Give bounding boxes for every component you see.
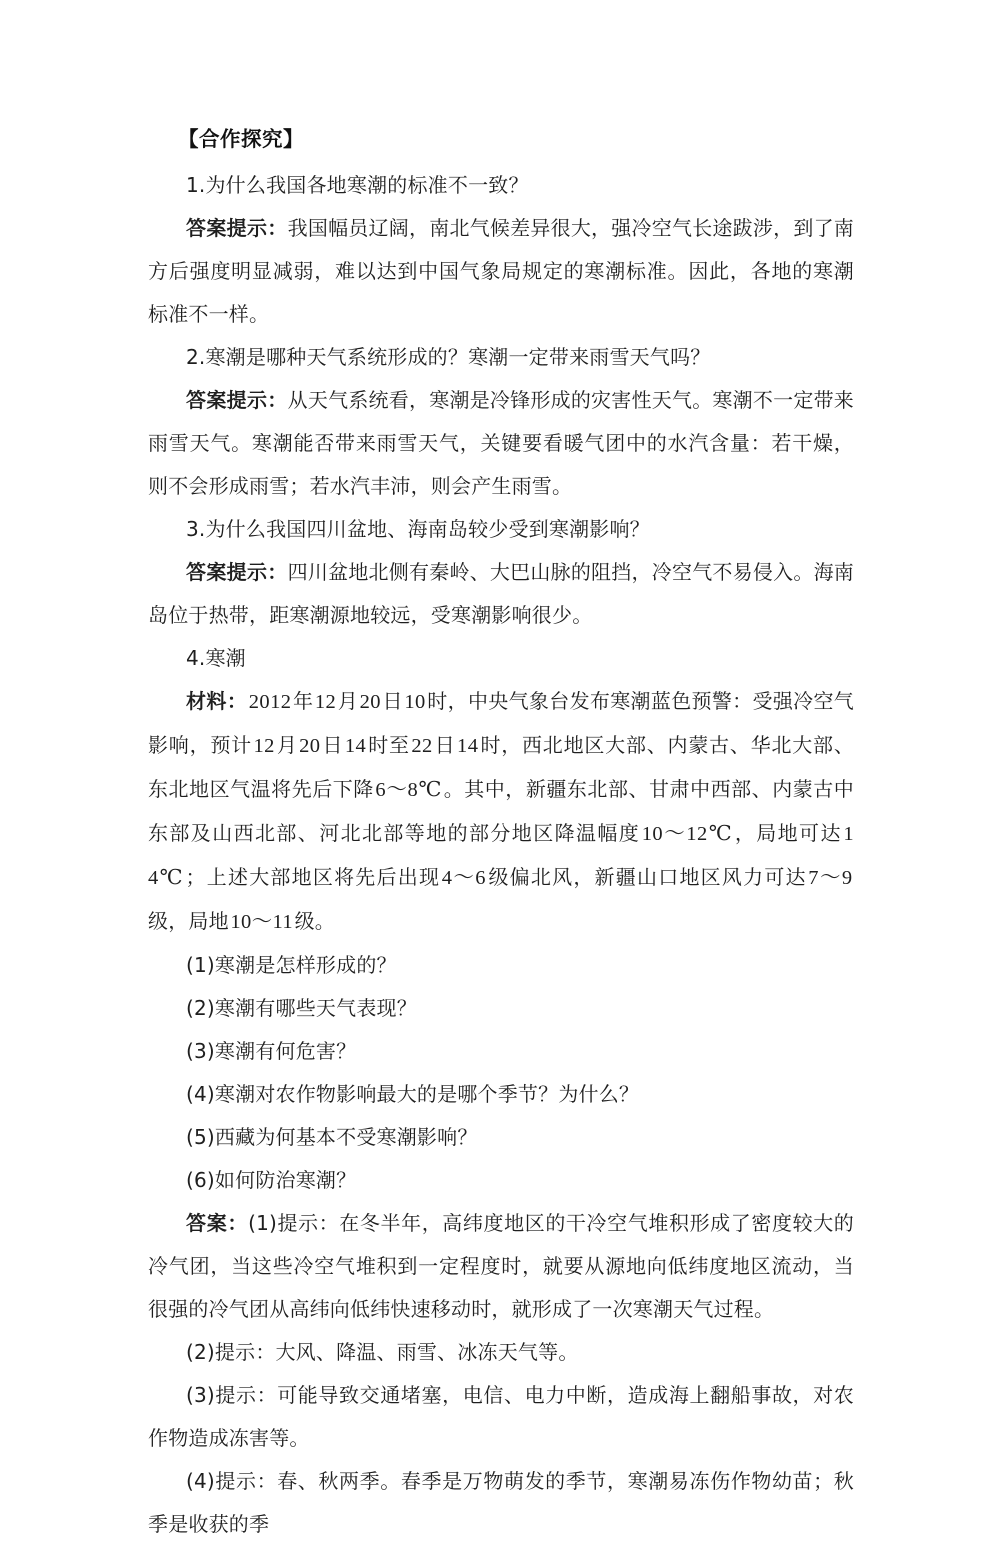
material-number-28: 10～11 [230, 911, 294, 933]
answer-4 [148, 1460, 854, 1546]
material-number-2: 12 [314, 691, 337, 713]
answer-hint-3 [148, 551, 854, 637]
question-1: 1.为什么我国各地寒潮的标准不一致？ [186, 173, 529, 197]
material-body [148, 689, 854, 933]
answer-2-text: (2)提示：大风、降温、雨雪、冰冻天气等。 [186, 1340, 579, 1364]
sub-question-4: (4)寒潮对农作物影响最大的是哪个季节？为什么？ [186, 1082, 640, 1106]
material-paragraph [148, 680, 854, 944]
question-3: 3.为什么我国四川盆地、海南岛较少受到寒潮影响？ [186, 517, 650, 541]
material-text-23: ；上述大部地区将先后出现 [185, 865, 441, 889]
material-text-3: 月 [337, 689, 359, 713]
sub-question-3: (3)寒潮有何危害？ [186, 1039, 357, 1063]
sub-question-6: (6)如何防治寒潮？ [186, 1168, 357, 1192]
answer-1-lead: 答案： [186, 1211, 249, 1235]
section-heading: 【合作探究】 [178, 127, 304, 151]
material-number-14: 22 [411, 735, 433, 757]
material-text-29: 级。 [294, 909, 335, 933]
material-number-16: 14 [457, 735, 479, 757]
sub-question-list [148, 944, 854, 1202]
answer-hint-2-text: 从天气系统看，寒潮是冷锋形成的灾害性天气。寒潮不一定带来雨雪天气。寒潮能否带来雨雪天气，关键要看暖气团中的水汽含量：若干燥，则不会形成雨雪；若水汽丰沛，则会产生雨雪。 [148, 388, 854, 498]
answer-hint-1 [148, 207, 854, 336]
answer-3 [148, 1374, 854, 1460]
material-text-7: 时，中央气象台发布寒潮蓝色预警：受强冷空气影响，预计 [148, 689, 855, 757]
page-content [148, 118, 854, 1546]
material-lead: 材料： [186, 689, 248, 713]
sub-question-5: (5)西藏为何基本不受寒潮影响？ [186, 1125, 478, 1149]
material-text-27: 级，局地 [148, 909, 229, 933]
material-text-9: 月 [276, 733, 298, 757]
material-number-4: 20 [359, 691, 381, 713]
material-text-17: 时，西北地区大部、内蒙古、华北大部、东北地区气温将先后下降 [148, 733, 855, 801]
answer-2 [148, 1331, 854, 1374]
question-4: 4.寒潮 [186, 646, 246, 670]
question-2: 2.寒潮是哪种天气系统形成的？寒潮一定带来雨雪天气吗？ [186, 345, 711, 369]
answer-1-text: (1)提示：在冬半年，高纬度地区的干冷空气堆积形成了密度较大的冷气团，当这些冷空气堆积到一定程度时，就要从源地向低纬度地区流动，当很强的冷气团从高纬向低纬快速移动时，就形成了一次寒潮天气过程。 [148, 1211, 855, 1321]
material-number-0: 2012 [248, 691, 292, 713]
material-number-10: 20 [299, 735, 321, 757]
material-number-26: 7～9 [808, 867, 853, 889]
answer-1 [148, 1202, 854, 1331]
material-number-18: 6～8℃ [375, 779, 443, 801]
answer-hint-1-lead: 答案提示： [186, 216, 288, 240]
material-text-1: 年 [292, 689, 314, 713]
answer-hint-1-text: 我国幅员辽阔，南北气候差异很大，强冷空气长途跋涉，到了南方后强度明显减弱，难以达到中国气象局规定的寒潮标准。因此，各地的寒潮标准不一样。 [148, 216, 854, 326]
answer-4-text: (4)提示：春、秋两季。春季是万物萌发的季节，寒潮易冻伤作物幼苗；秋季是收获的季 [148, 1469, 854, 1536]
material-text-11: 日 [321, 733, 344, 757]
answer-hint-2 [148, 379, 854, 508]
answer-list [148, 1202, 854, 1546]
answer-hint-3-text: 四川盆地北侧有秦岭、大巴山脉的阻挡，冷空气不易侵入。海南岛位于热带，距寒潮源地较远，受寒潮影响很少。 [148, 560, 854, 627]
sub-question-2: (2)寒潮有哪些天气表现？ [186, 996, 417, 1020]
material-text-13: 时至 [367, 733, 410, 757]
answer-3-text: (3)提示：可能导致交通堵塞，电信、电力中断，造成海上翻船事故，对农作物造成冻害等。 [148, 1383, 854, 1450]
material-number-22: 14℃ [148, 823, 854, 889]
material-text-5: 日 [382, 689, 403, 713]
material-text-21: ，局地可达 [734, 821, 842, 845]
material-number-12: 14 [344, 735, 367, 757]
answer-hint-3-lead: 答案提示： [186, 560, 288, 584]
material-text-25: 级偏北风，新疆山口地区风力可达 [487, 865, 807, 889]
material-number-24: 4～6 [441, 867, 486, 889]
material-text-15: 日 [434, 733, 456, 757]
answer-hint-2-lead: 答案提示： [186, 388, 288, 412]
material-number-8: 12 [253, 735, 275, 757]
sub-question-1: (1)寒潮是怎样形成的？ [186, 953, 397, 977]
material-number-20: 10～12℃ [641, 823, 734, 845]
material-number-6: 10 [404, 691, 426, 713]
material-text-19: 。其中，新疆东北部、甘肃中西部、内蒙古中东部及山西北部、河北北部等地的部分地区降温幅度 [148, 777, 854, 845]
